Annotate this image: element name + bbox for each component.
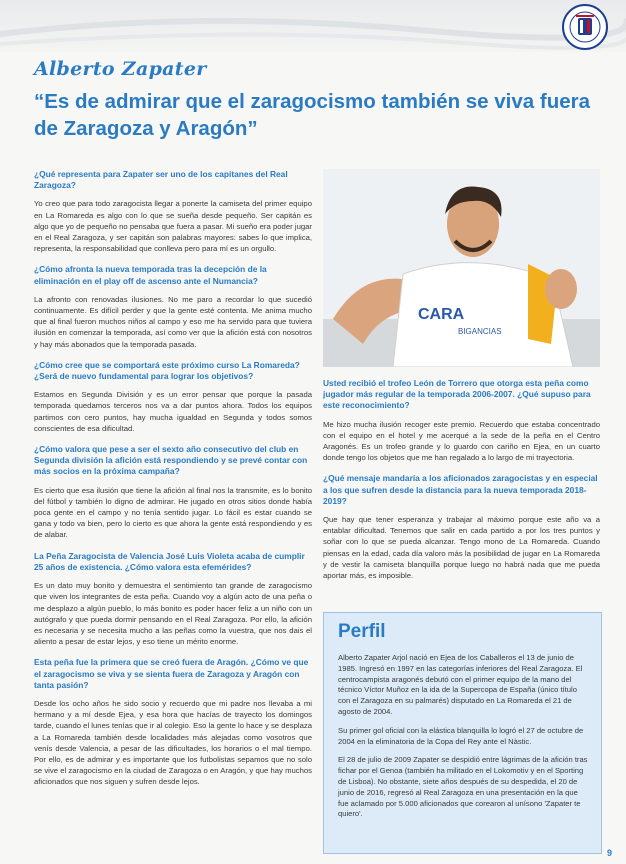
answer: Es un dato muy bonito y demuestra el sentimiento tan grande de zaragocismo que viven los integrantes de esta peña. Cuando voy a algún acto de una peña o me desplazo a algún pueblo, lo más bonito es poder hacer feliz a un niño con un autógrafo y que pueda dormir pensando en el Real Zaragoza. Por ello, la afición es necesaria y se necesita mucho a las peñas como la vuestra, que nos dais el aliento a pesar de estar lejos, y eso tiene un mérito enorme. (34, 581, 312, 647)
question: Esta peña fue la primera que se creó fuera de Aragón. ¿Cómo ve que el zaragocismo se viva y se sienta fuera de Zaragoza y Aragón con tanta pasión? (34, 657, 309, 690)
question: ¿Cómo afronta la nueva temporada tras la decepción de la eliminación en el play off de ascenso ante el Numancia? (34, 264, 267, 286)
question: ¿Qué representa para Zapater ser uno de los capitanes del Real Zaragoza? (34, 169, 288, 191)
right-column (323, 378, 600, 591)
question: ¿Cómo cree que se comportará este próximo curso La Romareda? ¿Será de nuevo fundamental para lograr los objetivos? (34, 359, 300, 382)
question: La Peña Zaragocista de Valencia José Luis Violeta acaba de cumplir 25 años de existencia. ¿Cómo valora esta efemérides? (34, 550, 305, 572)
perfil-title: Perfil (338, 621, 386, 642)
svg-text:BIGANCIAS: BIGANCIAS (458, 327, 502, 336)
answer: Estamos en Segunda División y es un error pensar que porque la pasada temporada quedamos terceros nos va a dar puntos ahora. Todos los equipos partimos con cero puntos, hay mucha igualdad en Segunda y todos somos conscientes de esa dificultad. (34, 390, 312, 433)
interviewee-name: Alberto Zapater (34, 58, 207, 80)
question: ¿Cómo valora que pese a ser el sexto año consecutivo del club en Segunda división la afición está respondiendo y se prevé contar con más socios en la próxima campaña? (34, 444, 308, 477)
answer: Yo creo que para todo zaragocista llegar a ponerte la camiseta del primer equipo en La Romareda es algo con lo que se sueña desde pequeño. Ser capitán es algo que yo de pequeño no pensaba que fuera a pasar. Mi sueño era poder jugar en el Real Zaragoza, y ser capitán son palabras mayores: sabes lo que implica, representa, la responsabilidad que conlleva pero para mí es un orgullo. (34, 199, 312, 254)
question: Usted recibió el trofeo León de Torrero que otorga esta peña como jugador más regular de la temporada 2006-2007. ¿Qué supuso para este reconocimiento? (323, 378, 591, 411)
decorative-curves (0, 0, 626, 52)
answer: Es cierto que esa ilusión que tiene la afición al final nos la transmite, es lo bonito del fútbol y también lo digno de admirar. He jugado en otros sitios donde había poca gente en el campo y no tenía sentido jugar. Lo fácil es estar cuando se gana y todo va bien, pero lo cierto es que ahora la gente está respondiendo y es de alabar. (34, 485, 312, 540)
header-band (0, 0, 626, 52)
headline-quote: “Es de admirar que el zaragocismo también se viva fuera de Zaragoza y Aragón” (34, 90, 591, 140)
player-photo (323, 169, 600, 367)
pena-crest-logo (562, 4, 608, 50)
answer: La afronto con renovadas ilusiones. No me paro a recordar lo que sucedió continuamente. Es difícil perder y que la gente esté contenta. Me anima mucho que al final fueron muchos niños al campo y eso me ha servido para que tuviera ilusión en comenzar la temporada, así como ver que la afición está con nosotros y hay más abonados que la temporada pasada. (34, 294, 312, 349)
player-celebrating-image (323, 169, 600, 367)
perfil-body (338, 653, 588, 828)
question: ¿Qué mensaje mandaría a los aficionados zaragocistas y en especial a los que sufren desde la distancia para la nueva temporada 2018-2019? (323, 473, 598, 506)
perfil-paragraph: Alberto Zapater Arjol nació en Ejea de los Caballeros el 13 de junio de 1985. Ingresó en 1997 en las categorías inferiores del Real Zaragoza. El centrocampista aragonés debutó con el primer equipo de la mano del técnico Víctor Muñoz en la ida de la Supercopa de España (único título con el Zaragoza en su palmarés) disputado en La Romareda el 21 de agosto de 2004. (338, 653, 583, 716)
perfil-box (323, 612, 602, 854)
svg-text:CARA: CARA (418, 306, 465, 323)
answer: Me hizo mucha ilusión recoger este premio. Recuerdo que estaba concentrado con el equipo en el hotel y me acerqué a la sede de la peña en el Centro Aragonés. Es un trofeo grande y lo guardo con cariño en Ejea, en un cuarto donde tengo los objetos que me han regalado a lo largo de mi trayectoria. (323, 419, 600, 463)
answer: Desde los ocho años he sido socio y recuerdo que mi padre nos llevaba a mi hermano y a mí desde Ejea, y esa hora que hacías de trayecto los domingos tarde, cuando el lunes tenías que ir al colegio. Eso la gente lo hace y se desplaza a La Romareda también desde localidades más alejadas como vosotros que venís desde Valencia, a pesar de las dificultades, los horarios o el mal tiempo. Por ello, es de admirar y es importante que los futbolistas sepamos que no solo se vive el zaragocismo en la ciudad de Zaragoza o en Aragón, y que hay muchos aficionados que nos siguen y sufren desde lejos. (34, 698, 312, 787)
perfil-paragraph: Su primer gol oficial con la elástica blanquilla lo logró el 27 de octubre de 2004 en la eliminatoria de la Copa del Rey ante el Nàstic. (338, 725, 584, 746)
left-column (34, 169, 312, 798)
perfil-paragraph: El 28 de julio de 2009 Zapater se despidió entre lágrimas de la afición tras fichar por el Genoa (también ha militado en el Lokomotiv y en el Sporting de Lisboa). No obstante, siete años después de su despedida, el 20 de junio de 2016, regresó al Real Zaragoza en una presentación en la que fue aclamado por 5.000 aficionados que corearon al unísono 'Zapater te quiero'. (338, 755, 588, 819)
page-number: 9 (606, 848, 612, 858)
answer: Que hay que tener esperanza y trabajar al máximo porque este año va a entablar dificultad. Tenemos que salir en cada partido a por los tres puntos y soñar con lo que se pueda alcanzar. Tengo mono de La Romareda. Cuando piensas en la edad, cada día valoro más la posibilidad de jugar en La Romareda y de vestir la camiseta blanquilla porque luego no habrá nada que me pueda aportar más, es imposible. (323, 515, 600, 581)
